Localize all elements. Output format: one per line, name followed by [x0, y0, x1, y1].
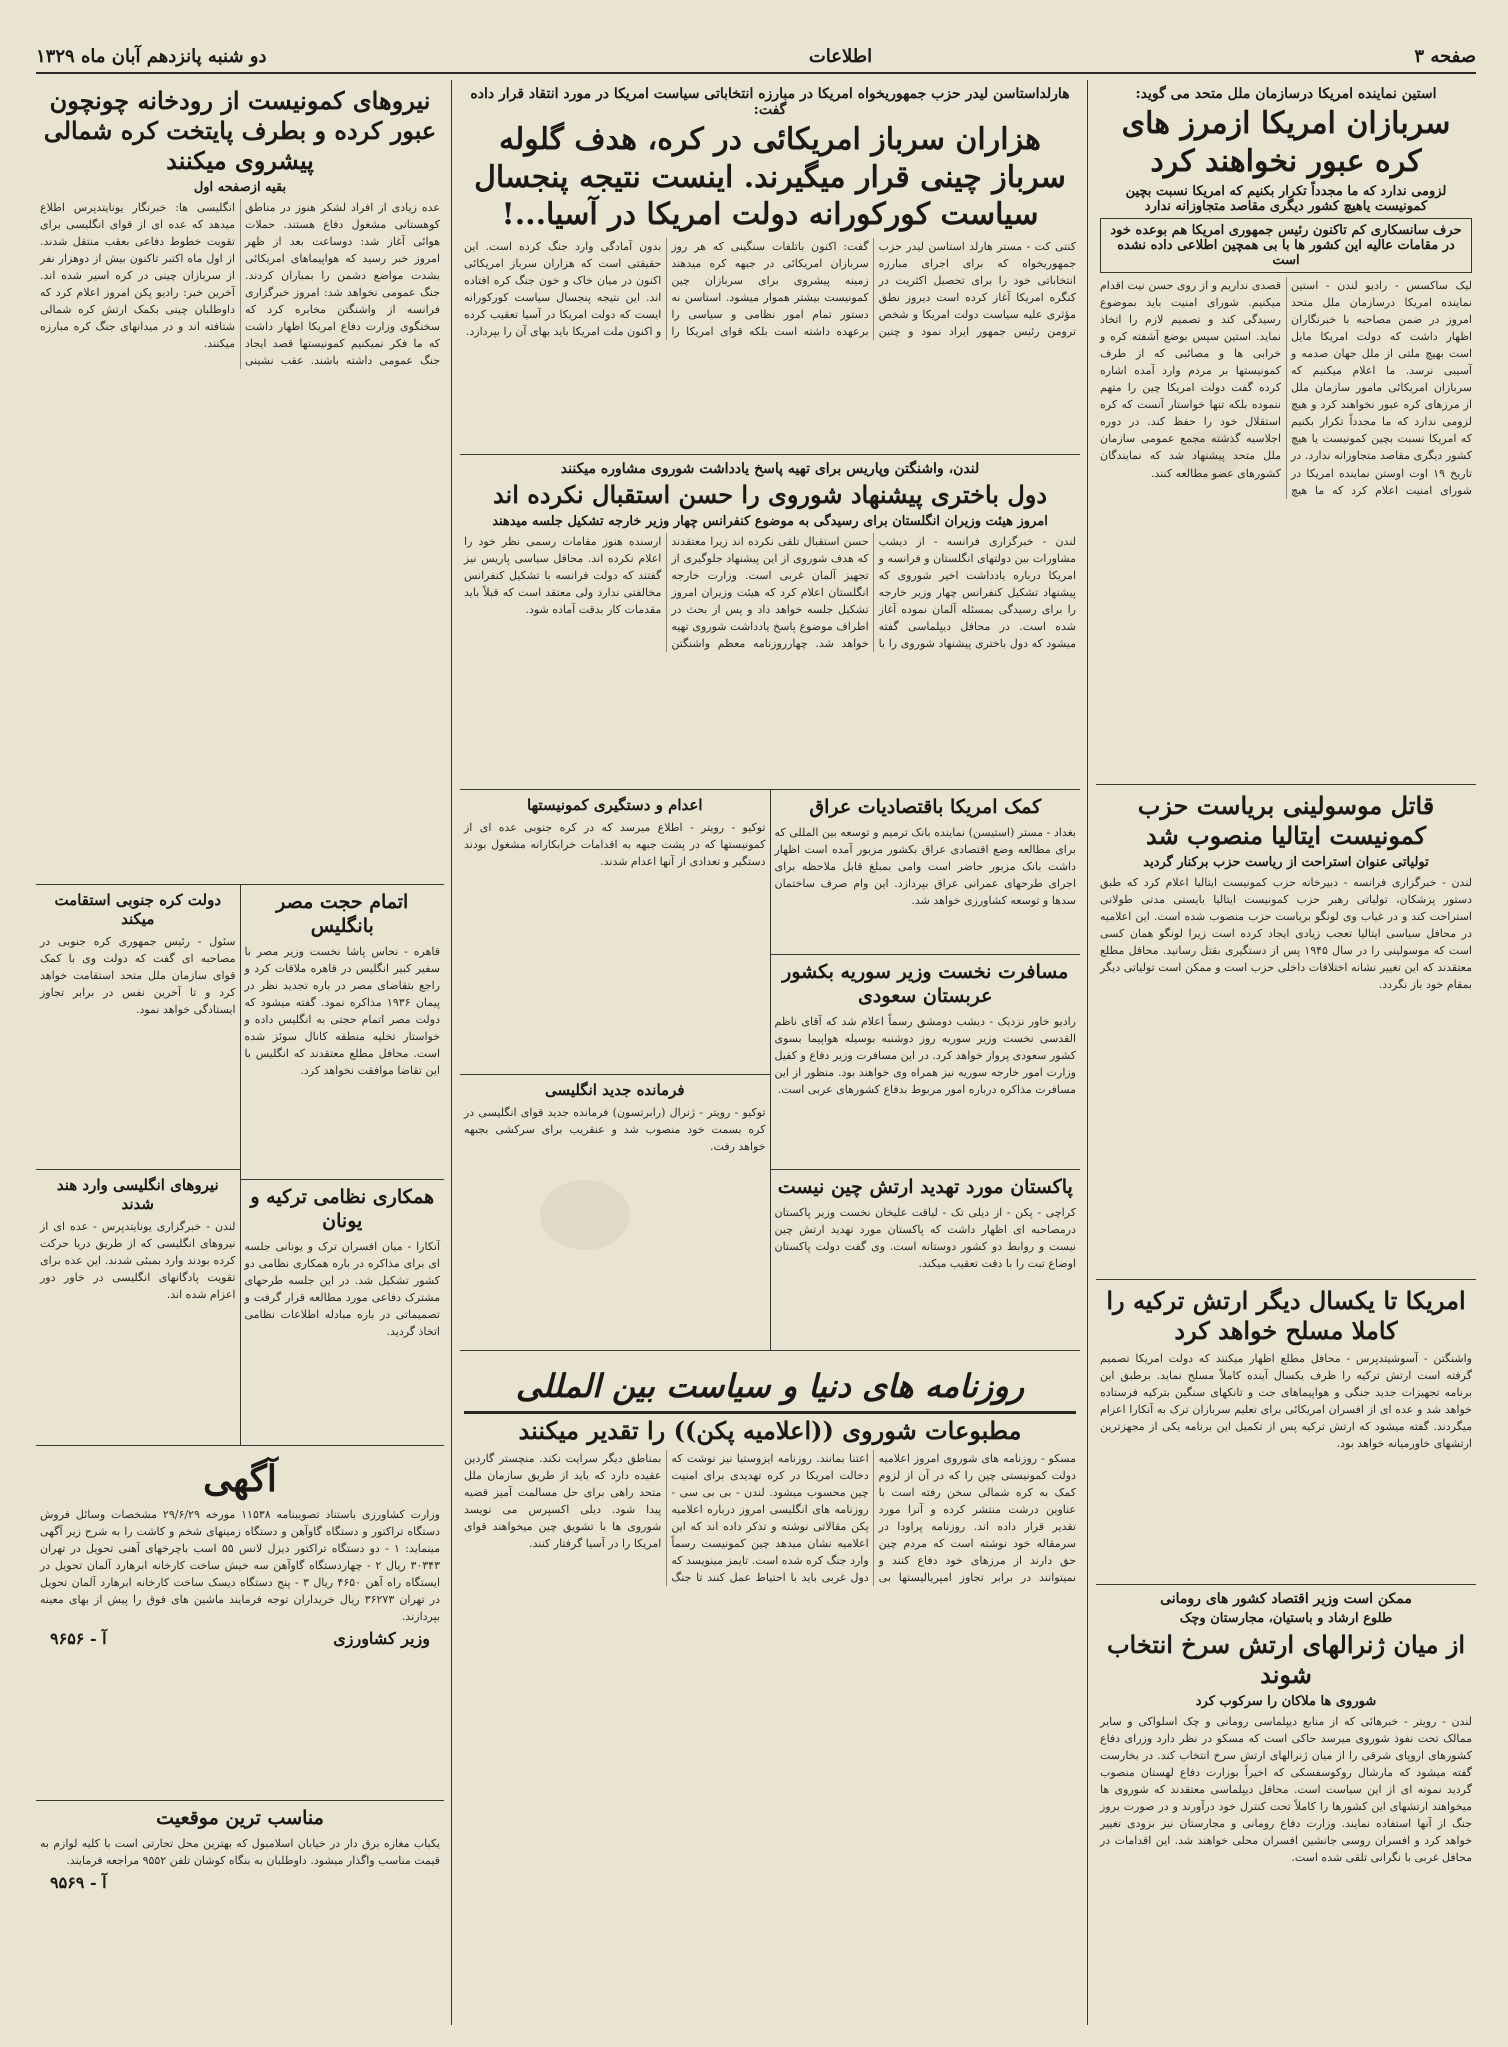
paper-name: اطلاعات — [808, 45, 873, 67]
article-headline: کمک امریکا باقتصادیات عراق — [809, 796, 1042, 818]
article-subhead: تولیاتی عنوان استراحت از ریاست حزب برکنار گردید — [1143, 855, 1429, 870]
article-headline: نیروهای انگلیسی وارد هند شدند — [56, 1176, 219, 1213]
article-body: توکیو - رویتر - ژنرال (رابرتسون) فرمانده جدید قوای انگلیسی در کره بسمت خود منصوب شد و عنقریب برای سرکشی بجبهه خواهد رفت. — [464, 1105, 766, 1153]
article-sub: بقیه ازصفحه اول — [193, 180, 287, 195]
article-box: حرف سانسکاری کم تاکنون رئیس جمهوری امریکا هم بوعده خود در مقامات عالیه این کشور ها با بی همچین اطلاعی داده نشده است — [1100, 218, 1472, 273]
article-headline: نیروهای کمونیست از رودخانه چونچون عبور کرده و بطرف پایتخت کره شمالی پیشروی میکنند — [43, 86, 437, 175]
ad-title: آگهی — [203, 1458, 277, 1500]
article-headline: دولت کره جنوبی استقامت میکند — [54, 891, 222, 928]
ad-body: یکباب مغازه برق دار در خیابان اسلامبول که بهترین محل تجارتی است با کلیه لوازم به قیمت مناسب واگذار میشود. داوطلبان به بنگاه کوشان تلفن ۹۵۵۲ مراجعه فرمایند. — [40, 1836, 440, 1867]
article-body: لندن - خبرگزاری فرانسه - دبیرخانه حزب کمونیست ایتالیا اعلام کرد که طبق دستور پزشکان، تولیاتی رهبر حزب کمونیست ایتالیا بایستی مدتی طولانی استراحت کند و در غیاب وی لونگو بریاست حزب منصوب شده است. این اعلامیه در محافل سیاسی ایتالیا تعجب زیادی ایجاد کرده است زیرا لونگو همان کسی است که موسولینی را در سال ۱۹۴۵ پس از دستگیری بقتل رسانید. محافل مطلع معتقدند که این تغییر نشانه اختلافات داخلی حزب است و ممکن است تولیاتی دیگر بمقام خود باز نگردد. — [1100, 876, 1472, 992]
article-body: واشنگتن - آسوشیتدپرس - محافل مطلع اظهار میکنند که دولت امریکا تصمیم گرفته است ارتش ترکیه را ظرف یکسال آینده کاملاً مسلح نماید. برطبق این برنامه تجهیزات جدید جنگی و هواپیماهای جت و تانکهای سنگین بترکیه فرستاده خواهد شد و عده ای از افسران امریکائی برای تعلیم سربازان ترک به آنکارا اعزام میگردند. گفته میشود که ارتش ترکیه پس از تکمیل این برنامه یکی از مجهزترین ارتشهای خاورمیانه خواهد بود. — [1100, 1352, 1472, 1451]
ad-body: وزارت کشاورزی باستناد تصویبنامه ۱۱۵۳۸ مورخه ۲۹/۶/۲۹ مشخصات وسائل فروش دستگاه تراکتور و دستگاه گاوآهن و دستگاه زمینهای شخم و کاشت را به شرح زیر آگهی مینماید: ۱ - دو دستگاه تراکتور دیزل لانس ۵۵ اسب باچرخهای آهنی تحویل در تهران ۳۰۳۴۳ ریال ۲ - چهاردستگاه گاوآهن سه خیش ساخت کارخانه ابرهارد آلمان تحویل در ایستگاه راه آهن ۴۶۵۰ ریال ۳ - پنج دستگاه دیسک ساخت کارخانه ابرهارد آلمان تحویل در تهران ۳۶۲۷۳ ریال خریداران توجه فرمایند ماشین های فوق را پیش از بهای معینه بپردازند. — [40, 1508, 440, 1624]
article-headline: اتمام حجت مصر بانگلیس — [276, 891, 409, 937]
article-headline: از میان ژنرالهای ارتش سرخ انتخاب شوند — [1106, 1630, 1466, 1689]
article-chongchon — [36, 80, 444, 885]
article-turkey-greece — [241, 1180, 445, 1445]
article-body: عده زیادی از افراد لشکر هنوز در مناطق کوهستانی مشغول دفاع هستند. حملات هوائی آغاز شد: دوساعت بعد از ظهر امروز خبر رسید که هواپیماهای امریکائی بشدت مواضع دشمن را بمباران کردند. جنگ عمومی نخواهد شد: امروز خبرگزاری فرانسه از واشنگتن مخابره کرد که سخنگوی وزارت دفاع امریکا اظهار داشت که ما فکر نمیکنیم کمونیستها قصد ایجاد جنگ عمومی داشته باشند. عقب نشینی انگلیسی ها: خبرنگار یونایتدپرس اطلاع میدهد که عده ای از قوای انگلیسی برای تقویت خطوط دفاعی بعقب منتقل شدند. از اول ماه اکتبر تاکنون بیش از دوهزار نفر از سربازان چینی در کره اسیر شده اند. آخرین خبر: رادیو پکن امروز اعلام کرد که داوطلبان چینی بکمک ارتش کره شمالی شتافته اند و در میدانهای جنگ کره مبارزه میکنند. — [40, 201, 440, 368]
article-headline: مسافرت نخست وزیر سوریه بکشور عربستان سعودی — [782, 961, 1069, 1007]
article-headline: فرمانده جدید انگلیسی — [544, 1081, 685, 1099]
article-headline: اعدام و دستگیری کمونیستها — [526, 796, 703, 814]
article-kicker: ممکن است وزیر اقتصاد کشور های رومانی — [1160, 1591, 1412, 1607]
ad-footer — [40, 1869, 440, 1896]
article-headline: همکاری نظامی ترکیه و یونان — [250, 1186, 435, 1232]
article-body: مسکو - روزنامه های شوروی امروز اعلامیه دولت کمونیستی چین را که در آن از لزوم کمک به کره شمالی سخن رفته است با عناوین درشت منتشر کرده و آنرا مورد تقدیر قرار داده اند. روزنامه پراودا در سرمقاله خود نوشته است که مردم چین حق دارند از مرزهای خود دفاع کنند و نمیتوانند در برابر تجاوز امپریالیستها بی اعتنا بمانند. روزنامه ایزوستیا نیز نوشت که دخالت امریکا در کره تهدیدی برای امنیت چین محسوب میشود. لندن - بی بی سی - روزنامه های انگلیسی امروز درباره اعلامیه پکن مقالاتی نوشته و تذکر داده اند که این اعلامیه نشان میدهد چین کمونیست رسماً وارد جنگ کره شده است. تایمز مینویسد که دول غربی باید با احتیاط عمل کنند تا جنگ بمناطق دیگر سرایت نکند. منچستر گاردین عقیده دارد که باید از طریق سازمان ملل متحد راهی برای حل مسالمت آمیز قضیه پیدا شود. دیلی اکسپرس می نویسد شوروی ها با تشویق چین میخواهند قوای امریکا را در آسیا گرفتار کنند. — [464, 1452, 1076, 1585]
article-headline: هزاران سرباز امریکائی در کره، هدف گلوله سرباز چینی قرار میگیرند. اینست نتیجه پنجسال سیاست کورکورانه دولت امریکا در آسیا...! — [474, 122, 1066, 232]
article-body: لندن - خبرگزاری فرانسه - از دیشب مشاورات بین دولتهای انگلستان و فرانسه و امریکا درباره یادداشت اخیر شوروی که پیشنهاد تشکیل کنفرانس چهار وزیر خارجه را برای رسیدگی بمسئله آلمان نموده آغاز شده است. در محافل دیپلماسی گفته میشود که دول باختری پیشنهاد شوروی را با حسن استقبال تلقی نکرده اند زیرا معتقدند که هدف شوروی از این پیشنهاد جلوگیری از تجهیز آلمان غربی است. وزارت خارجه انگلستان اعلام کرد که هیئت وزیران امروز تشکیل جلسه خواهد داد و پس از بحث در اطراف موضوع پاسخ یادداشت شوروی تهیه خواهد شد. چهارروزنامه معظم واشنگتن ارسنده هنوز مقامات رسمی نظر خود را اعلام نکرده اند. محافل سیاسی پاریس نیز گفتند که دولت فرانسه با تشکیل کنفرانس مخالفتی ندارد ولی معتقد است که قبلاً باید مقدمات کار بدقت آماده شود. — [464, 535, 1076, 651]
article-kicker: استین نماینده امریکا درسازمان ملل متحد می گوید: — [1135, 86, 1437, 102]
article-british-commander — [460, 1075, 770, 1349]
article-turkey-army — [1096, 1280, 1476, 1585]
ad-code: آ - ۹۶۵۶ — [50, 1629, 107, 1649]
mid-split-left — [460, 790, 770, 1350]
article-us-troops-korea — [1096, 80, 1476, 785]
article-body: بغداد - مستر (استیسن) نماینده بانک ترمیم و توسعه بین المللی که برای مطالعه وضع اقتصادی عراق بکشور مزبور آمده است اظهار داشت بانک مزبور حاضر است وامی بمبلغ قابل ملاحظه برای اجرای طرحهای عمرانی عراق بپردازد. این وام صرف ساختمان سدها و توسعه کشاورزی خواهد شد. — [774, 825, 1076, 907]
article-communist-arrests — [460, 790, 770, 1075]
article-headline: مطبوعات شوروی ((اعلامیه پکن)) را تقدیر میکنند — [518, 1416, 1022, 1445]
ad-shop — [36, 1801, 444, 2015]
article-body: رادیو خاور نزدیک - دیشب دومشق رسماً اعلام شد که آقای ناظم القدسی نخست وزیر سوریه روز دوشنبه بوسیله هواپیما بسوی کشور سعودی پرواز خواهد کرد. در این مسافرت وزیر دفاع و کفیل وزارت امور خارجه سوریه نیز همراه وی خواهند بود. منظور از این مسافرت مذاکره درباره امور مربوط بدفاع کشورهای عربی است. — [774, 1014, 1076, 1096]
article-body: آنکارا - میان افسران ترک و یونانی جلسه ای برای مذاکره در باره همکاری نظامی دو کشور تشکیل شد. در این جلسه طرحهای مشترک دفاعی مورد مطالعه قرار گرفت و تصمیماتی در باره مبادله اطلاعات نظامی اتخاذ گردید. — [244, 1239, 440, 1338]
left-split-left — [36, 885, 240, 1445]
section-title: روزنامه های دنیا و سیاست بین المللی — [515, 1367, 1025, 1405]
ad-code: آ - ۹۵۶۹ — [50, 1872, 107, 1892]
article-body: کنتی کت - مستر هارلد استاسن لیدر حزب جمهوریخواه که برای اجرای مبارزه انتخاباتی خود را برای تحصیل اکثریت در کنگره امریکا آغاز کرده است دیروز نطق مؤثری علیه سیاست دولت امریکا و شخص ترومن رئیس جمهور ایراد نمود و چنین گفت: اکنون باتلفات سنگینی که هر روز سربازان امریکائی در جبهه کره میدهند زمینه پیشروی برای سربازان چین کمونیست بیشتر هموار میشود. استاسن نه دستور تمام امور نظامی و سیاسی را برعهده داشته است بلکه قوای امریکا را بدون آمادگی وارد جنگ کرده است. این حقیقتی است که هزاران سرباز امریکائی اکنون در میان خاک و خون جنگ کره افتاده اند. این نتیجه پنجسال سیاست کورکورانه ایست که دولت امریکا در آسیا تعقیب کرده و اکنون ملت امریکا باید بهای آن را بپردازد. — [464, 239, 1076, 338]
article-subhead: امروز هیئت وزیران انگلستان برای رسیدگی به موضوع کنفرانس چهار وزیر خارجه تشکیل جلسه میدهند — [492, 514, 1048, 529]
article-korea-south — [36, 885, 240, 1170]
article-subhead: لزومی ندارد که ما مجدداً تکرار بکنیم که امریکا نسبت بچین کمونیست یاهیچ کشور دیگری مقاصد متجاوزانه ندارد — [1125, 184, 1447, 214]
article-headline: قاتل موسولینی بریاست حزب کمونیست ایتالیا منصوب شد — [1137, 791, 1435, 850]
article-body: توکیو - رویتر - اطلاع میرسد که در کره جنوبی عده ای از کمونیستها که در پشت جبهه به اقدامات خرابکارانه مشغول بودند دستگیر و تعدادی از آنها اعدام شدند. — [464, 820, 766, 868]
issue-date: دو شنبه پانزدهم آبان ماه ۱۳۲۹ — [36, 45, 267, 67]
article-iraq — [771, 790, 1081, 955]
article-headline: سربازان امریکا ازمرز های کره عبور نخواهند کرد — [1121, 106, 1451, 179]
page-number: صفحه ۳ — [1414, 45, 1476, 67]
article-body: سئول - رئیس جمهوری کره جنوبی در مصاحبه ای گفت که دولت وی با کمک قوای سازمان ملل متحد استقامت خواهد کرد و تا آخرین نفس در برابر تجاوز ایستادگی خواهد نمود. — [40, 934, 236, 1016]
ad-footer — [40, 1625, 440, 1652]
left-split-row — [36, 885, 444, 1446]
article-headline: دول باختری پیشنهاد شوروی را حسن استقبال نکرده اند — [492, 480, 1048, 509]
article-body: لندن - خبرگزاری یونایتدپرس - عده ای از نیروهای انگلیسی که از طریق دریا حرکت کرده بودند وارد بمبئی شدند. این عده برای تقویت پادگانهای انگلیسی در خاور دور اعزام شده اند. — [40, 1219, 236, 1301]
mid-split-right — [770, 790, 1081, 1350]
article-body: قاهره - نحاس پاشا نخست وزیر مصر با سفیر کبیر انگلیس در قاهره ملاقات کرد و راجع بتقاضای مصر در باره تجدید نظر در پیمان ۱۹۳۶ مذاکره نمود. گفته میشود که دولت مصر اتمام حجتی به انگلیس داده و خواستار تخلیه منطقه کانال سوئز شده است. محافل مطلع معتقدند که انگلیس با این تقاضا موافقت نخواهد کرد. — [244, 944, 441, 1077]
article-headline: امریکا تا یکسال دیگر ارتش ترکیه را کاملا مسلح خواهد کرد — [1106, 1286, 1466, 1345]
ad-title: مناسب ترین موقعیت — [156, 1807, 324, 1829]
ad-signature: وزیر کشاورزی — [333, 1629, 430, 1649]
columns — [36, 80, 1476, 2025]
left-split-right — [240, 885, 445, 1445]
article-subhead: شوروی ها ملاکان را سرکوب کرد — [1195, 1694, 1377, 1709]
right-column — [1096, 80, 1476, 2025]
newspaper-page — [36, 40, 1476, 2025]
article-headline: پاکستان مورد تهدید ارتش چین نیست — [777, 1176, 1073, 1198]
article-italy-communist — [1096, 785, 1476, 1280]
article-body: لندن - رویتر - خبرهائی که از منابع دیپلماسی رومانی و چک اسلواکی و سایر ممالک تحت نفوذ شوروی میرسد حاکی است که مسکو در نظر دارد وزرای دفاع کشورهای اروپای شرقی را از میان ژنرالهای ارتش سرخ انتخاب کند. در بخارست گفته میشود که مارشال روکوسفسکی که اخیراً بوزارت دفاع لهستان منصوب گردید نمونه ای از این سیاست است. محافل دیپلماسی معتقدند که شوروی ها میخواهند ارتشهای این کشورها را کاملاً تحت کنترل خود درآورند و در صورت بروز جنگ از آنها استفاده نمایند. وزارت دفاع رومانی و مجارستان نیز بزودی تغییر خواهد کرد و افسران روسی جانشین افسران محلی خواهند شد. این اقدامات در محافل غربی با نگرانی تلقی شده است. — [1100, 1715, 1472, 1865]
article-kicker: لندن، واشنگتن وپاریس برای تهیه پاسخ یادداشت شوروی مشاوره میکنند — [560, 461, 980, 477]
article-sub: طلوع ارشاد و باستیان، مجارستان وچک — [1179, 1611, 1393, 1626]
article-syria — [771, 955, 1081, 1170]
mid-split-row — [460, 790, 1080, 1351]
article-egypt — [241, 885, 445, 1180]
article-world-press — [460, 1351, 1080, 2025]
article-british-india — [36, 1170, 240, 1444]
article-body: کراچی - پکن - از دیلی تک - لیاقت علیخان نخست وزیر پاکستان درمصاحبه ای اظهار داشت که پاکستان مورد تهدید ارتش چین نیست و روابط دو کشور دوستانه است. وی گفت دولت پاکستان اوضاع تبت را با دقت تعقیب میکند. — [774, 1205, 1076, 1270]
left-column — [36, 80, 444, 2025]
article-pakistan — [771, 1170, 1081, 1350]
article-eastern-bloc — [1096, 1585, 1476, 2025]
section-rule — [464, 1411, 1076, 1414]
page-header — [36, 40, 1476, 74]
article-body: لیک ساکسس - رادیو لندن - استین نماینده امریکا درسازمان ملل متحد امروز در ضمن مصاحبه با خبرنگاران اظهار داشت که دولت امریکا مایل است بهیچ ملتی از ملل جهان صدمه و آسیبی نرسد. ما اعلام میکنیم که سربازان امریکائی مامور سازمان ملل از مرزهای کره عبور نخواهند کرد و هیچ لزومی ندارد که ما مجدداً تکرار بکنیم که امریکا نسبت بچین کمونیست یا هیچ کشور دیگری مقاصد متجاوزانه ندارد. در تاریخ ۱۹ اوت اوستن نماینده امریکا در شورای امنیت اعلام کرد که ما هیچ قصدی نداریم و از روی حسن نیت اقدام میکنیم. شورای امنیت باید بموضوع رسیدگی کند و تصمیم لازم را اتخاذ نماید. استین سپس بوضع آشفته کره و خرابی ها و مصائبی که از طرف کمونیستها بر مردم وارد آمده اشاره کرده گفت دولت امریکا چین را متهم ننموده بلکه تنها خواستار آنست که کره استقلال خود را حفظ کند. در دوره اجلاسیه گذشته مجمع عمومی سازمان ملل متحد پیشنهاد شد که نمایندگان کشورهای عضو مطالعه کنند. — [1100, 279, 1473, 497]
article-stassen — [460, 80, 1080, 455]
article-kicker: هارلداستاسن لیدر حزب جمهوریخواه امریکا در مبارزه انتخاباتی سیاست امریکا در مورد انتقاد قرار داده گفت: — [470, 86, 1070, 118]
article-western-powers — [460, 455, 1080, 790]
ad-agriculture — [36, 1446, 444, 1801]
middle-column — [460, 80, 1080, 2025]
